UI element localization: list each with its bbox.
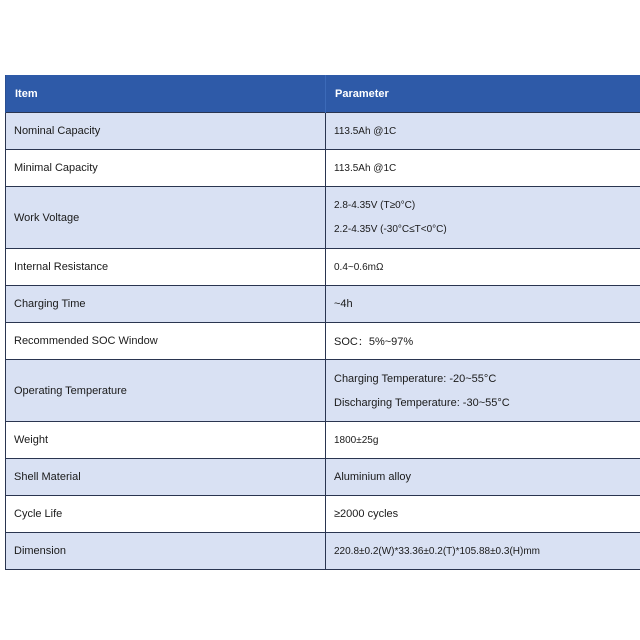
- row-parameter-value: 113.5Ah @1C: [326, 150, 640, 187]
- row-parameter-value: ≥2000 cycles: [326, 496, 640, 533]
- table-row: [6, 496, 640, 533]
- row-item-label: Nominal Capacity: [6, 113, 326, 150]
- parameter-line: Discharging Temperature: -30~55°C: [334, 396, 510, 409]
- row-parameter-value: 1800±25g: [326, 422, 640, 459]
- row-parameter-value: 220.8±0.2(W)*33.36±0.2(T)*105.88±0.3(H)mm: [326, 533, 640, 570]
- table-row: [6, 360, 640, 422]
- row-item-label: Internal Resistance: [6, 249, 326, 286]
- table-row: [6, 533, 640, 570]
- table-row: [6, 249, 640, 286]
- row-parameter-value: Aluminium alloy: [326, 459, 640, 496]
- row-item-label: Weight: [6, 422, 326, 459]
- row-parameter-value: 0.4~0.6mΩ: [326, 249, 640, 286]
- row-item-label: Operating Temperature: [6, 360, 326, 422]
- row-item-label: Work Voltage: [6, 187, 326, 249]
- parameter-line: Charging Temperature: -20~55°C: [334, 372, 497, 385]
- row-parameter-value: [326, 360, 640, 422]
- row-item-label: Dimension: [6, 533, 326, 570]
- row-item-label: Cycle Life: [6, 496, 326, 533]
- table-row: [6, 187, 640, 249]
- table-row: [6, 113, 640, 150]
- specification-table: [5, 75, 640, 570]
- table-header-row: [6, 75, 640, 113]
- table-row: [6, 286, 640, 323]
- table-row: [6, 459, 640, 496]
- row-parameter-value: ~4h: [326, 286, 640, 323]
- row-item-label: Charging Time: [6, 286, 326, 323]
- header-parameter: Parameter: [326, 75, 640, 113]
- table-row: [6, 422, 640, 459]
- row-item-label: Recommended SOC Window: [6, 323, 326, 360]
- row-item-label: Shell Material: [6, 459, 326, 496]
- table-row: [6, 323, 640, 360]
- row-parameter-value: SOC：5%~97%: [326, 323, 640, 360]
- row-item-label: Minimal Capacity: [6, 150, 326, 187]
- table-row: [6, 150, 640, 187]
- row-parameter-value: [326, 187, 640, 249]
- row-parameter-value: 113.5Ah @1C: [326, 113, 640, 150]
- parameter-line: 2.8-4.35V (T≥0°C): [334, 199, 416, 211]
- parameter-line: 2.2-4.35V (-30°C≤T<0°C): [334, 223, 447, 235]
- header-item: Item: [6, 75, 326, 113]
